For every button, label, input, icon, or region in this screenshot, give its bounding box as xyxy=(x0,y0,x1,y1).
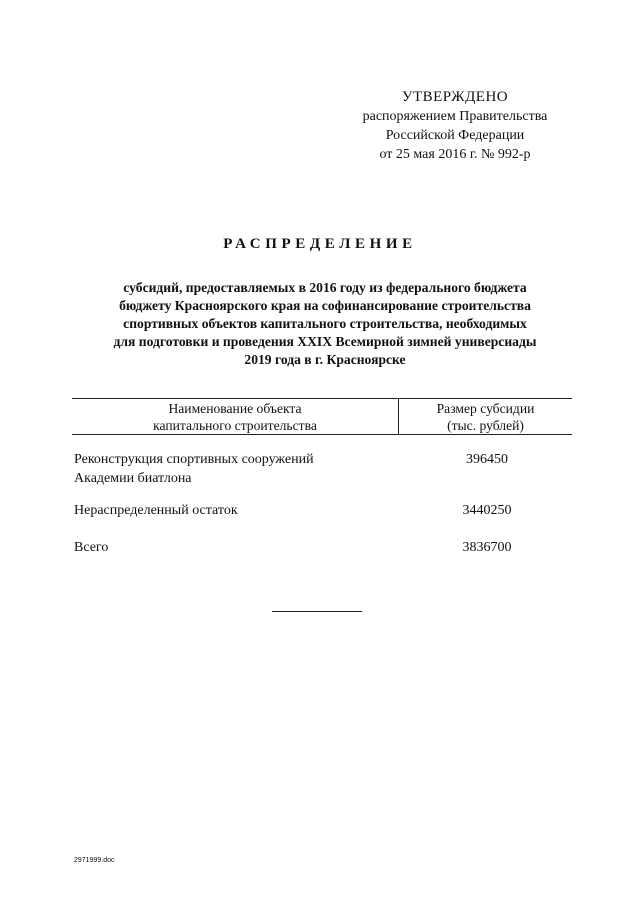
row-subsidy-amount: 3440250 xyxy=(462,503,512,518)
row-object-name xyxy=(74,538,394,557)
subtitle-line: субсидий, предоставляемых в 2016 году из федерального бюджета xyxy=(123,280,527,295)
header-line: Размер субсидии xyxy=(436,401,535,416)
row-subsidy-amount: 396450 xyxy=(466,452,508,467)
header-subsidy-amount xyxy=(399,400,572,434)
approval-title: УТВЕРЖДЕНО xyxy=(401,89,509,105)
header-line: (тыс. рублей) xyxy=(447,418,524,433)
footer-filename: 2971999.doc xyxy=(74,857,115,864)
header-line: капитального строительства xyxy=(153,418,317,433)
header-line: Наименование объекта xyxy=(168,401,302,416)
table-header-rule xyxy=(72,434,572,435)
subtitle-line: спортивных объектов капитального строительства, необходимых xyxy=(123,316,527,331)
subtitle-line: для подготовки и проведения XXIX Всемирной зимней универсиады xyxy=(113,334,537,349)
subtitle-line: 2019 года в г. Красноярске xyxy=(244,352,406,367)
row-name-line: Всего xyxy=(74,540,109,555)
document-subtitle xyxy=(60,279,590,369)
end-of-document-rule xyxy=(272,611,362,612)
approval-line-2: Российской Федерации xyxy=(385,128,525,143)
row-name-line: Нераспределенный остаток xyxy=(74,503,238,518)
document-title: РАСПРЕДЕЛЕНИЕ xyxy=(223,236,417,252)
approval-block xyxy=(340,88,570,164)
row-name-line: Реконструкция спортивных сооружений xyxy=(74,452,314,467)
row-name-line: Академии биатлона xyxy=(74,471,192,486)
row-object-name xyxy=(74,450,394,488)
approval-line-3: от 25 мая 2016 г. № 992-р xyxy=(379,147,531,162)
subtitle-line: бюджету Красноярского края на софинансирование строительства xyxy=(119,298,531,313)
approval-line-1: распоряжением Правительства xyxy=(362,109,548,124)
header-object-name xyxy=(72,400,398,434)
row-subsidy-amount: 3836700 xyxy=(462,540,512,555)
row-object-name xyxy=(74,501,394,520)
table-top-rule xyxy=(72,398,572,399)
